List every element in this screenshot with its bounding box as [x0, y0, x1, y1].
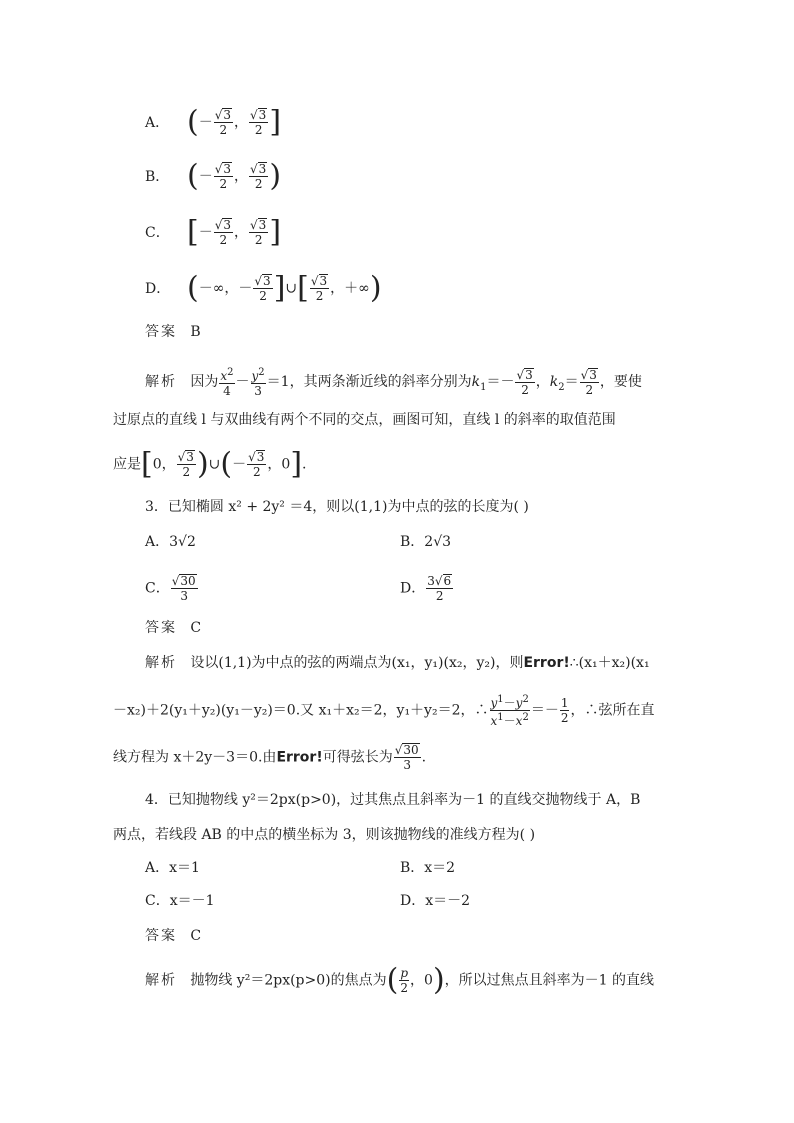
- q2-option-b: B． (－ $\frac{√3}{2}$ ， $\frac{√3}{2}$ ): [145, 158, 282, 194]
- q3-answer: 答案 C: [145, 620, 202, 636]
- q4-option-a: A．x＝1: [145, 860, 200, 876]
- q4-option-b: B．x＝2: [400, 860, 456, 876]
- q2-analysis-line2: 过原点的直线 l 与双曲线有两个不同的交点，画图可知，直线 l 的斜率的取值范围: [113, 412, 616, 428]
- q3-analysis-line3: 线方程为 x＋2y－3＝0.由Error!可得弦长为 $\frac{√30}{3}$ .: [113, 743, 427, 772]
- q2-option-a: A． (－ $\frac{√3}{2}$ ， $\frac{√3}{2}$ ]: [145, 104, 282, 140]
- q2-analysis-line3: 应是[0， $\frac{√3}{2}$ )∪(－ $\frac{√3}{2}$ ，0].: [113, 446, 307, 482]
- q4-stem-line1: 4．已知抛物线 y²＝2px(p>0)，过其焦点且斜率为－1 的直线交抛物线于 A，B: [145, 792, 641, 808]
- q3-option-d: D． $\frac{3√6}{2}$: [400, 574, 452, 603]
- q4-stem-line2: 两点，若线段 AB 的中点的横坐标为 3，则该抛物线的准线方程为( ): [113, 827, 536, 843]
- q3-option-b: B．2√3: [400, 534, 452, 550]
- q2-analysis-line1: 解析 因为 $\frac{x^2}{4}$ － $\frac{y^2}{3}$ ＝1，其两条渐近线的斜率分别为$k_1=-$ $\frac{√3}{2}$ ，$k_2=$ $\frac{√3}{2}$ ，要使: [145, 367, 642, 398]
- q3-analysis-line2: －x₂)＋2(y₁＋y₂)(y₁－y₂)＝0.又 x₁＋x₂＝2，y₁＋y₂＝2，∴ $\frac{y^1-y^2}{x^1-x^2}$ ＝－ $\frac{1}{2}$ ，∴弦所在直: [113, 694, 655, 728]
- q2-answer: 答案 B: [145, 324, 201, 340]
- q3-stem: 3．已知椭圆 x² + 2y² ＝4，则以(1,1)为中点的弦的长度为( ): [145, 499, 529, 515]
- q4-analysis-line1: 解析 抛物线 y²＝2px(p>0)的焦点为( $\frac{p}{2}$ ，0)，所以过焦点且斜率为－1 的直线: [145, 962, 655, 998]
- q2-option-d: D． (－∞，－ $\frac{√3}{2}$ ]∪[ $\frac{√3}{2}$ ，＋∞): [145, 270, 382, 306]
- q4-answer: 答案 C: [145, 928, 202, 944]
- q3-option-c: C． $\frac{√30}{3}$: [145, 574, 196, 603]
- q2-option-c: C． [－ $\frac{√3}{2}$ ， $\frac{√3}{2}$ ]: [145, 214, 282, 250]
- q4-option-d: D．x＝－2: [400, 893, 471, 909]
- q3-option-a: A．3√2: [145, 534, 196, 550]
- q3-analysis-line1: 解析 设以(1,1)为中点的弦的两端点为(x₁，y₁)(x₂，y₂)，则Error!∴(x₁＋x₂)(x₁: [145, 655, 650, 671]
- q4-option-c: C．x＝－1: [145, 893, 215, 909]
